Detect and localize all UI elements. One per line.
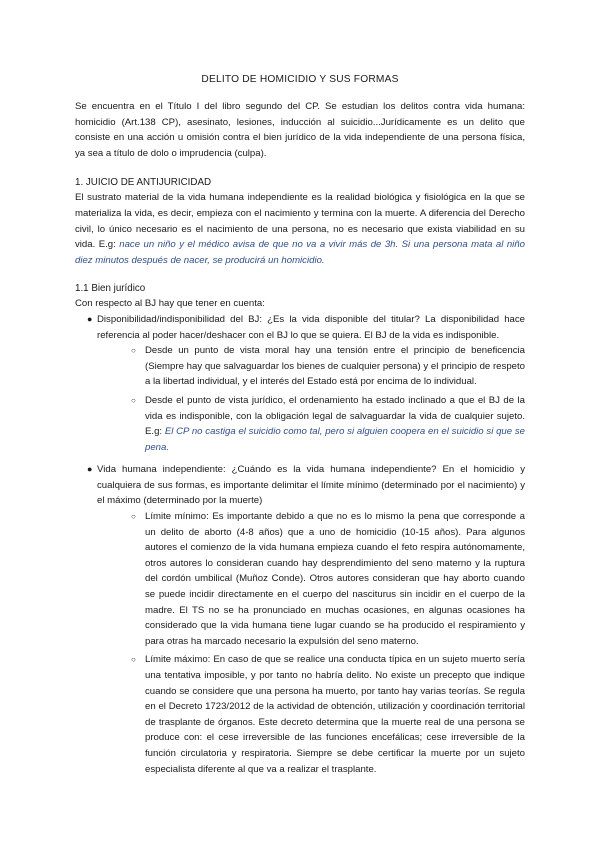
section-antijuricidad-text: El sustrato material de la vida humana independiente es la realidad biológica y fisiológica en la que se materializa la vida, es decir, empieza con el nacimiento y termina con la muerte. A diferencia del Derecho civil, lo único necesario es el nacimiento de una persona, no es necesario que exista viabilidad en su vida. E.g: (75, 192, 525, 251)
bullet-dot-icon: ● (87, 464, 93, 475)
bullet-list (75, 312, 525, 777)
sub-list (75, 343, 525, 455)
sub-list-item (75, 393, 525, 455)
list-item-text: Vida humana independiente: ¿Cuándo es la vida humana independiente? En el homicidio y cualquiera de sus formas, es importante delimitar el límite mínimo (determinado por el nacimiento) y el máximo (determinado por la muerte) (97, 464, 525, 507)
section-antijuricidad-paragraph (75, 190, 525, 268)
sub-list (75, 509, 525, 777)
bullet-circle-icon: ○ (131, 512, 136, 522)
sub-list-item (75, 509, 525, 649)
subsection-heading-bien-juridico: 1.1 Bien jurídico (75, 283, 146, 295)
bullet-circle-icon: ○ (131, 395, 136, 405)
bullet-circle-icon: ○ (131, 655, 136, 665)
list-item (75, 312, 525, 455)
sub-list-item-example: El CP no castiga el suicidio como tal, pero si alguien coopera en el suicidio si que se pena. (145, 426, 525, 453)
bullet-dot-icon: ● (87, 313, 93, 324)
sub-list-item-text: Desde el punto de vista jurídico, el ordenamiento ha estado inclinado a que el BJ de la vida es indisponible, con la obligación legal de salvaguardar la vida de cualquier sujeto. E.g: (145, 394, 525, 438)
sub-list-item-text: Límite mínimo: Es importante debido a que no es lo mismo la pena que corresponde a un delito de aborto (4-8 años) que a uno de homicidio (10-15 años). Para algunos autores el comienzo de la vida humana empieza cuando el feto respira autónomamente, otros autores lo consideran cuando hay desprendimiento del seno materno y la ruptura del cordón umbilical (Muñoz Conde). Otros autores consideran que hay aborto cuando se puede incidir directamente en el cuerpo del nasciturus sin incidir en el cuerpo de la madre. El TS no se ha pronunciado en muchas ocasiones, en algunas ocasiones ha considerado que la vida humana tiene lugar cuando se ha producido el respiramiento y para otras ha marcado necesario la expulsión del seno materno. (145, 511, 525, 647)
section-heading-antijuricidad: 1. JUICIO DE ANTIJURICIDAD (75, 177, 212, 189)
list-item-text: Disponibilidad/indisponibilidad del BJ: ¿Es la vida disponible del titular? La disponibilidad hace referencia al poder hacer/deshacer con el BJ lo que se quiera. El BJ de la vida es indisponible. (97, 313, 525, 341)
list-item (75, 462, 525, 777)
section-antijuricidad-example: nace un niño y el médico avisa de que no va a vivir más de 3h. Si una persona mata al niño diez minutos después de nacer, se producirá un homicidio. (75, 239, 525, 266)
subsection-lead: Con respecto al BJ hay que tener en cuenta: (75, 298, 265, 310)
sub-list-item (75, 652, 525, 777)
bullet-circle-icon: ○ (131, 346, 136, 356)
sub-list-item (75, 343, 525, 390)
sub-list-item-text: Límite máximo: En caso de que se realice una conducta típica en un sujeto muerto sería una tentativa imposible, y por tanto no habría delito. No existe un precepto que indique cuando se considere que una persona ha muerto, por tanto hay varias teorías. Se regula en el Decreto 1723/2012 de la actividad de obtención, utilización y coordinación territorial de trasplante de órganos. Este decreto determina que la muerte real de una persona se produce con: el cese irreversible de las funciones encefálicas; cese irreversible de la función circulatoria y respiratoria. Siempre se debe certificar la muerte por un sujeto especialista diferente al que va a realizar el trasplante. (145, 654, 525, 775)
document-title: DELITO DE HOMICIDIO Y SUS FORMAS (201, 74, 399, 85)
sub-list-item-text: Desde un punto de vista moral hay una tensión entre el principio de beneficencia (Siempre hay que salvaguardar los bienes de cualquier persona) y el principio de respeto a la libertad individual, y el interés del Estado está por encima de lo individual. (145, 345, 525, 388)
intro-paragraph: Se encuentra en el Título I del libro segundo del CP. Se estudian los delitos contra vida humana: homicidio (Art.138 CP), asesinato, lesiones, inducción al suicidio...Jurídicamente es un delito que consiste en una acción u omisión contra el bien jurídico de la vida independiente de una persona física, ya sea a título de dolo o imprudencia (culpa). (75, 101, 525, 159)
